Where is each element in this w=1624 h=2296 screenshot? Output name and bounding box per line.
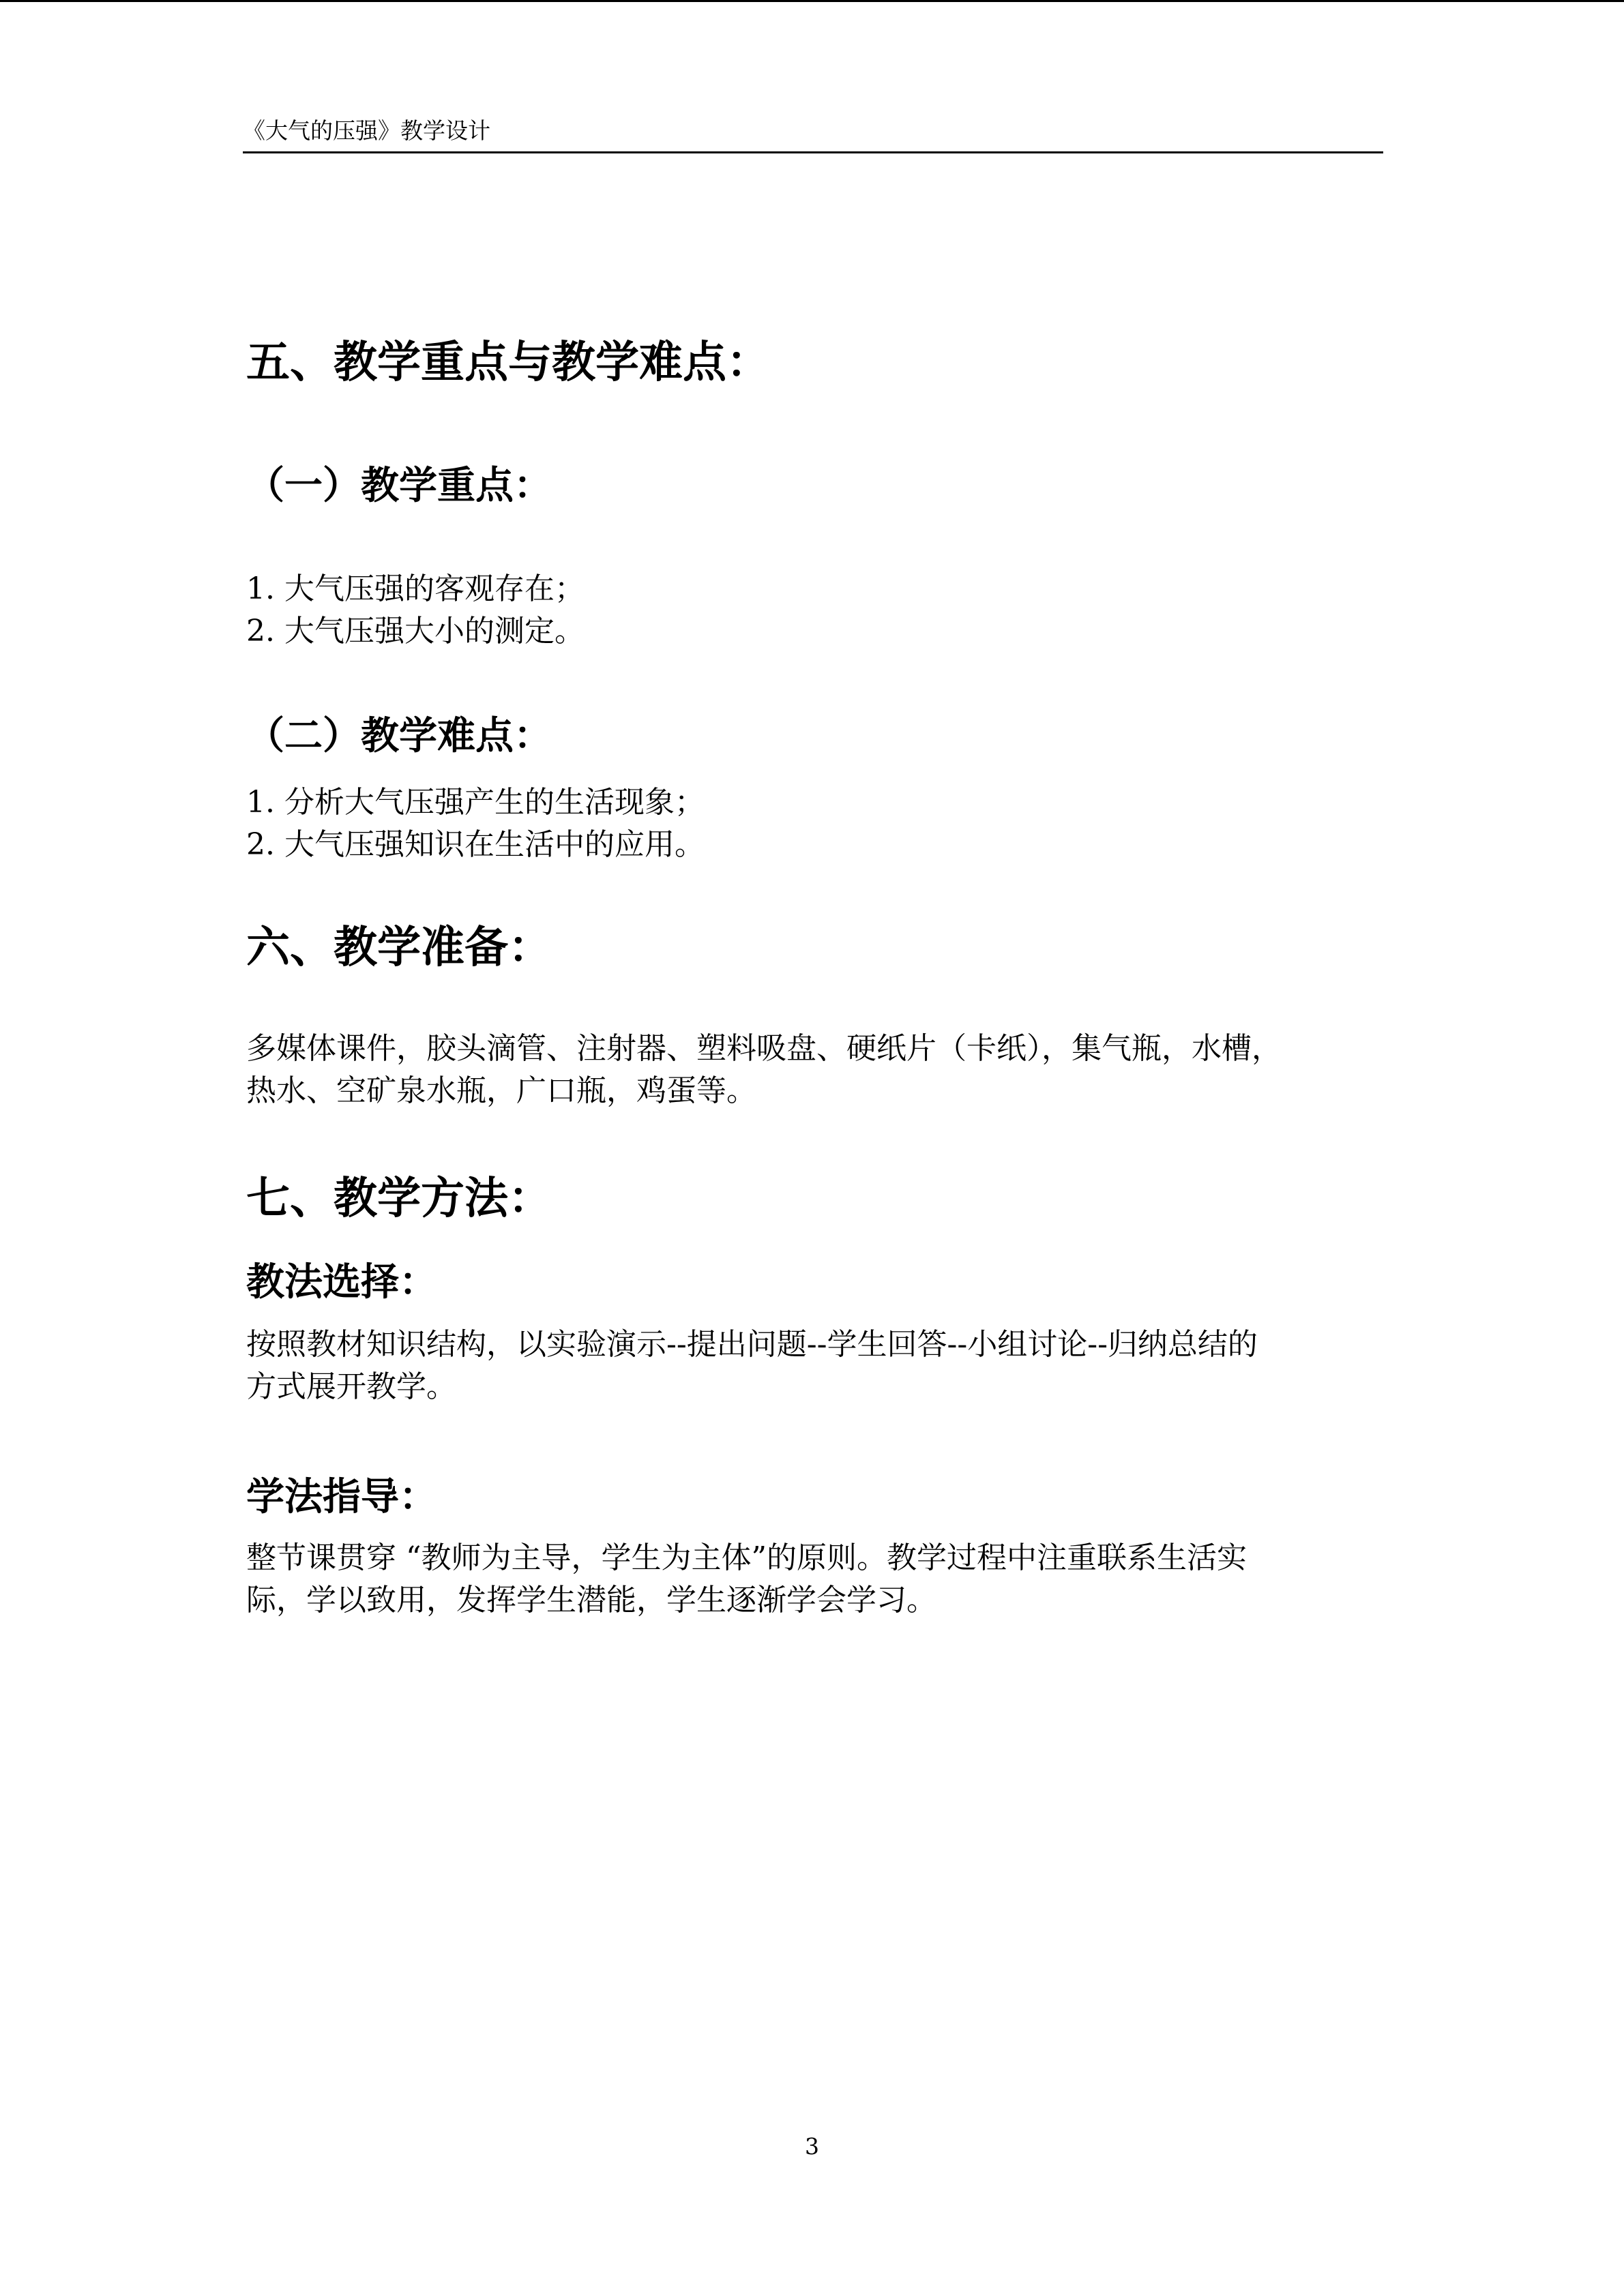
focus-item-1: 1. 大气压强的客观存在； (246, 571, 585, 606)
learning-guidance-line-2: 际，学以致用，发挥学生潜能，学生逐渐学会学习。 (246, 1583, 936, 1617)
page-number: 3 (805, 2133, 819, 2160)
teaching-method-line-1: 按照教材知识结构，以实验演示--提出问题--学生回答--小组讨论--归纳总结的 (246, 1327, 1258, 1362)
teaching-method-text (246, 1324, 1378, 1408)
focus-item-2: 2. 大气压强大小的测定。 (246, 614, 585, 648)
section7-heading: 七、教学方法： (246, 1173, 552, 1224)
preparation-line-2: 热水、空矿泉水瓶，广口瓶，鸡蛋等。 (246, 1073, 756, 1108)
teaching-method-heading: 教法选择： (246, 1259, 437, 1304)
learning-guidance-heading: 学法指导： (246, 1474, 437, 1519)
difficulty-item-2: 2. 大气压强知识在生活中的应用。 (246, 827, 705, 862)
teaching-method-line-2: 方式展开教学。 (246, 1369, 456, 1404)
focus-list (246, 568, 1378, 653)
page-header (243, 115, 1383, 153)
difficulty-item-1: 1. 分析大气压强产生的生活现象； (246, 785, 705, 820)
preparation-line-1: 多媒体课件，胶头滴管、注射器、塑料吸盘、硬纸片（卡纸），集气瓶，水槽， (246, 1031, 1282, 1066)
preparation-text (246, 1028, 1378, 1112)
difficulty-list (246, 781, 1378, 866)
section5-heading: 五、教学重点与教学难点： (246, 337, 770, 388)
learning-guidance-line-1: 整节课贯穿 “教师为主导，学生为主体”的原则。教学过程中注重联系生活实 (246, 1540, 1247, 1575)
difficulty-heading: （二）教学难点： (246, 713, 552, 758)
page-top-border (0, 0, 1624, 2)
section6-heading: 六、教学准备： (246, 922, 552, 973)
learning-guidance-text (246, 1537, 1378, 1622)
focus-heading: （一）教学重点： (246, 463, 552, 508)
header-title: 《大气的压强》教学设计 (243, 117, 490, 144)
